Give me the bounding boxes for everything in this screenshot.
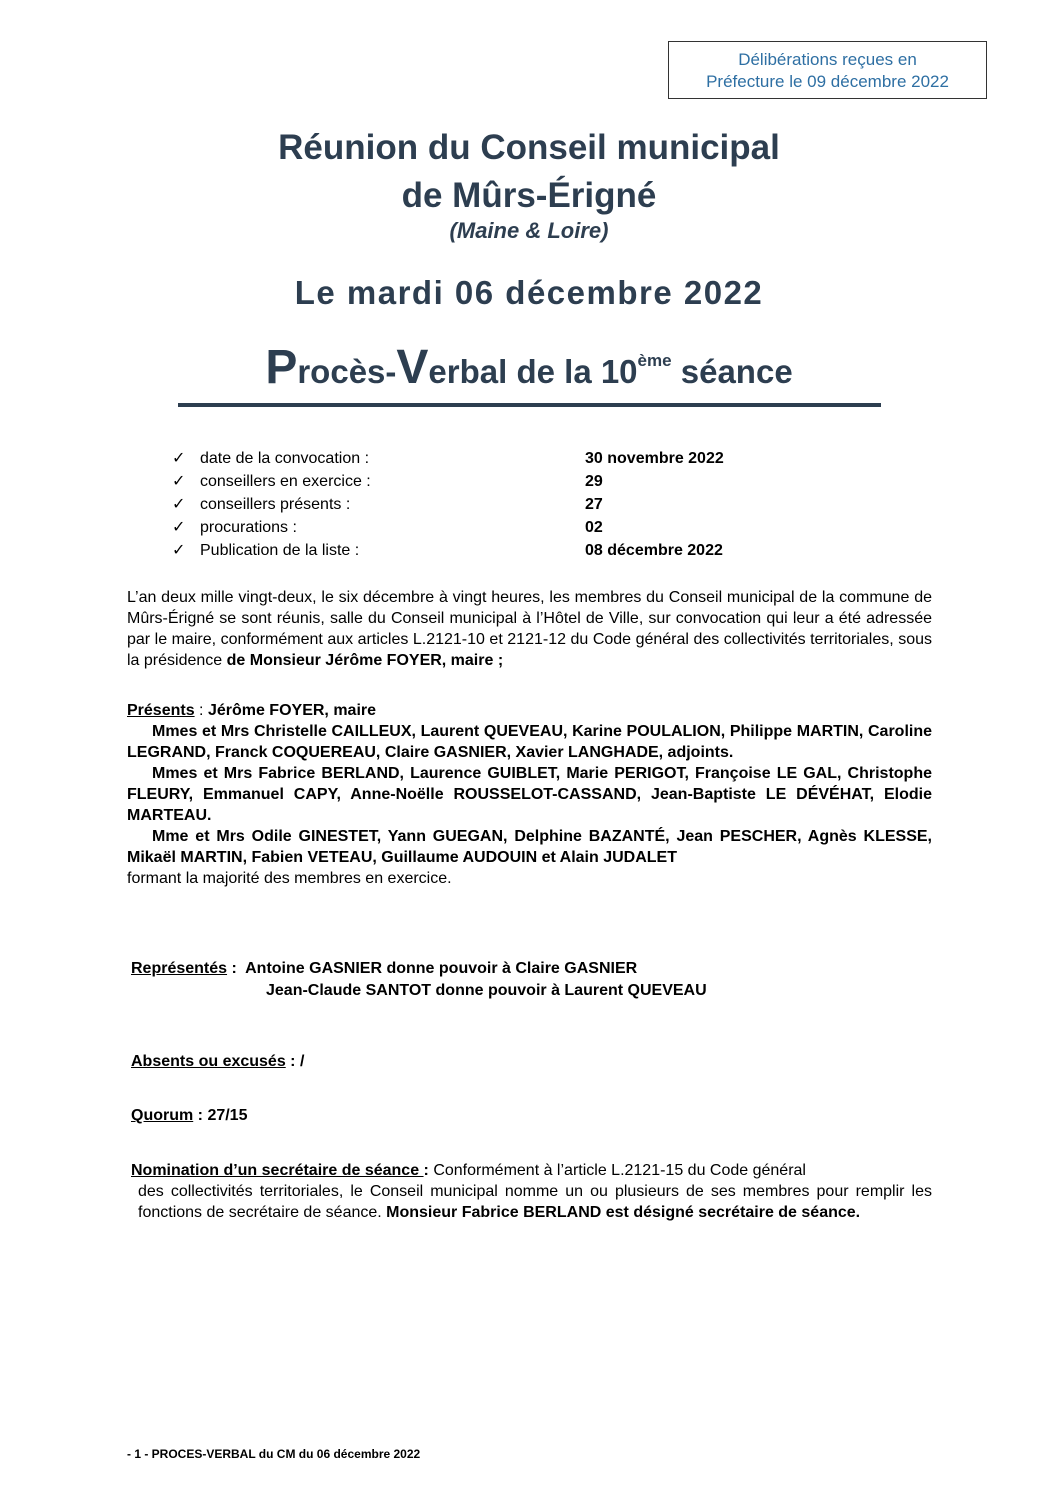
check-icon: ✓ bbox=[172, 542, 186, 559]
fact-label: procurations : bbox=[200, 519, 297, 536]
representes-section bbox=[131, 958, 707, 1002]
pv-superscript: ème bbox=[637, 351, 672, 370]
nomination-text-first: Conformément à l’article L.2121-15 du Code général bbox=[428, 1162, 806, 1179]
check-icon: ✓ bbox=[172, 450, 186, 467]
region-subtitle: (Maine & Loire) bbox=[449, 218, 609, 243]
fact-value: 27 bbox=[585, 496, 603, 513]
quorum-section bbox=[131, 1107, 247, 1125]
fact-label: Publication de la liste : bbox=[200, 542, 360, 559]
presents-group-2: Mmes et Mrs Fabrice BERLAND, Laurence GUIBLET, Marie PERIGOT, Françoise LE GAL, Christophe FLEURY, Emmanuel CAPY, Anne-Noëlle ROUSSELOT-CASSAND, Jean-Baptiste LE DÉVÉHAT, Elodie MARTEAU. bbox=[127, 765, 932, 824]
pv-initial-v: V bbox=[396, 341, 429, 394]
presents-sep: : bbox=[194, 702, 208, 719]
presents-adjoints: Mmes et Mrs Christelle CAILLEUX, Laurent QUEVEAU, Karine POULALION, Philippe MARTIN, Caroline LEGRAND, Franck COQUEREAU, Claire GASNIER, Xavier LANGHADE, adjoints. bbox=[127, 723, 932, 761]
pv-text-1: rocès- bbox=[297, 353, 397, 390]
fact-label: date de la convocation : bbox=[200, 450, 370, 467]
nomination-first-line bbox=[131, 1160, 932, 1181]
pv-title bbox=[0, 340, 1058, 395]
representes-sep: : bbox=[227, 960, 246, 977]
intro-president: de Monsieur Jérôme FOYER, maire ; bbox=[226, 652, 504, 669]
fact-value: 30 novembre 2022 bbox=[585, 450, 724, 467]
stamp-line-1: Délibérations reçues en bbox=[738, 50, 917, 69]
presents-maire: Jérôme FOYER, maire bbox=[207, 702, 377, 719]
proxy-1: Antoine GASNIER donne pouvoir à Claire GASNIER bbox=[245, 960, 638, 977]
check-icon: ✓ bbox=[172, 496, 186, 513]
title-divider bbox=[178, 403, 881, 407]
absents-label: Absents ou excusés bbox=[131, 1053, 286, 1070]
presents-closing: formant la majorité des membres en exercice. bbox=[127, 870, 452, 887]
intro-text: L’an deux mille vingt-deux, le six décembre à vingt heures, les membres du Conseil municipal de la commune de Mûrs-Érigné se sont réunis, salle du Conseil municipal à l’Hôtel de Ville, sur convocation qui leur a été adressée par le maire, conformément aux articles L.2121-10 et 2121-12 du Code général des collectivités territoriales, sous la présidence bbox=[127, 589, 932, 669]
nomination-sep: : bbox=[423, 1162, 429, 1179]
intro-paragraph bbox=[127, 587, 932, 671]
presents-header bbox=[127, 700, 932, 721]
pv-initial-p: P bbox=[265, 341, 298, 394]
page-footer: - 1 - PROCES-VERBAL du CM du 06 décembre 2022 bbox=[127, 1447, 421, 1461]
check-icon: ✓ bbox=[172, 473, 186, 490]
fact-label: conseillers en exercice : bbox=[200, 473, 371, 490]
nomination-section bbox=[131, 1160, 932, 1223]
title-line-2: de Mûrs-Érigné bbox=[401, 176, 657, 215]
representes-label: Représentés bbox=[131, 960, 228, 977]
fact-value: 29 bbox=[585, 473, 603, 490]
fact-value: 08 décembre 2022 bbox=[585, 542, 723, 559]
fact-label: conseillers présents : bbox=[200, 496, 351, 513]
check-icon: ✓ bbox=[172, 519, 186, 536]
absents-value: : / bbox=[285, 1053, 305, 1070]
pv-text-2: erbal de la 10 bbox=[428, 353, 638, 390]
absents-section bbox=[131, 1053, 304, 1071]
nomination-text-cont: des collectivités territoriales, le Conseil municipal nomme un ou plusieurs de ses membres pour remplir les fonctions de secrétaire de séance. bbox=[138, 1183, 932, 1221]
quorum-value: : 27/15 bbox=[193, 1107, 248, 1124]
representes-line-1 bbox=[131, 958, 707, 980]
nomination-secretary: Monsieur Fabrice BERLAND est désigné secrétaire de séance. bbox=[386, 1204, 861, 1221]
prefecture-stamp bbox=[668, 41, 987, 99]
meeting-date: Le mardi 06 décembre 2022 bbox=[294, 274, 764, 311]
presents-label: Présents bbox=[127, 702, 195, 719]
pv-text-3: séance bbox=[671, 353, 793, 390]
presents-group-3: Mme et Mrs Odile GINESTET, Yann GUEGAN, Delphine BAZANTÉ, Jean PESCHER, Agnès KLESSE, Mikaël MARTIN, Fabien VETEAU, Guillaume AUDOUIN et Alain JUDALET bbox=[127, 828, 932, 866]
nomination-label: Nomination d’un secrétaire de séance bbox=[131, 1162, 424, 1179]
fact-value: 02 bbox=[585, 519, 603, 536]
stamp-line-2: Préfecture le 09 décembre 2022 bbox=[706, 72, 949, 91]
nomination-continuation bbox=[131, 1181, 932, 1223]
quorum-label: Quorum bbox=[131, 1107, 194, 1124]
presents-section bbox=[127, 700, 932, 889]
title-line-1: Réunion du Conseil municipal bbox=[278, 128, 780, 167]
proxy-2: Jean-Claude SANTOT donne pouvoir à Laurent QUEVEAU bbox=[266, 982, 707, 999]
